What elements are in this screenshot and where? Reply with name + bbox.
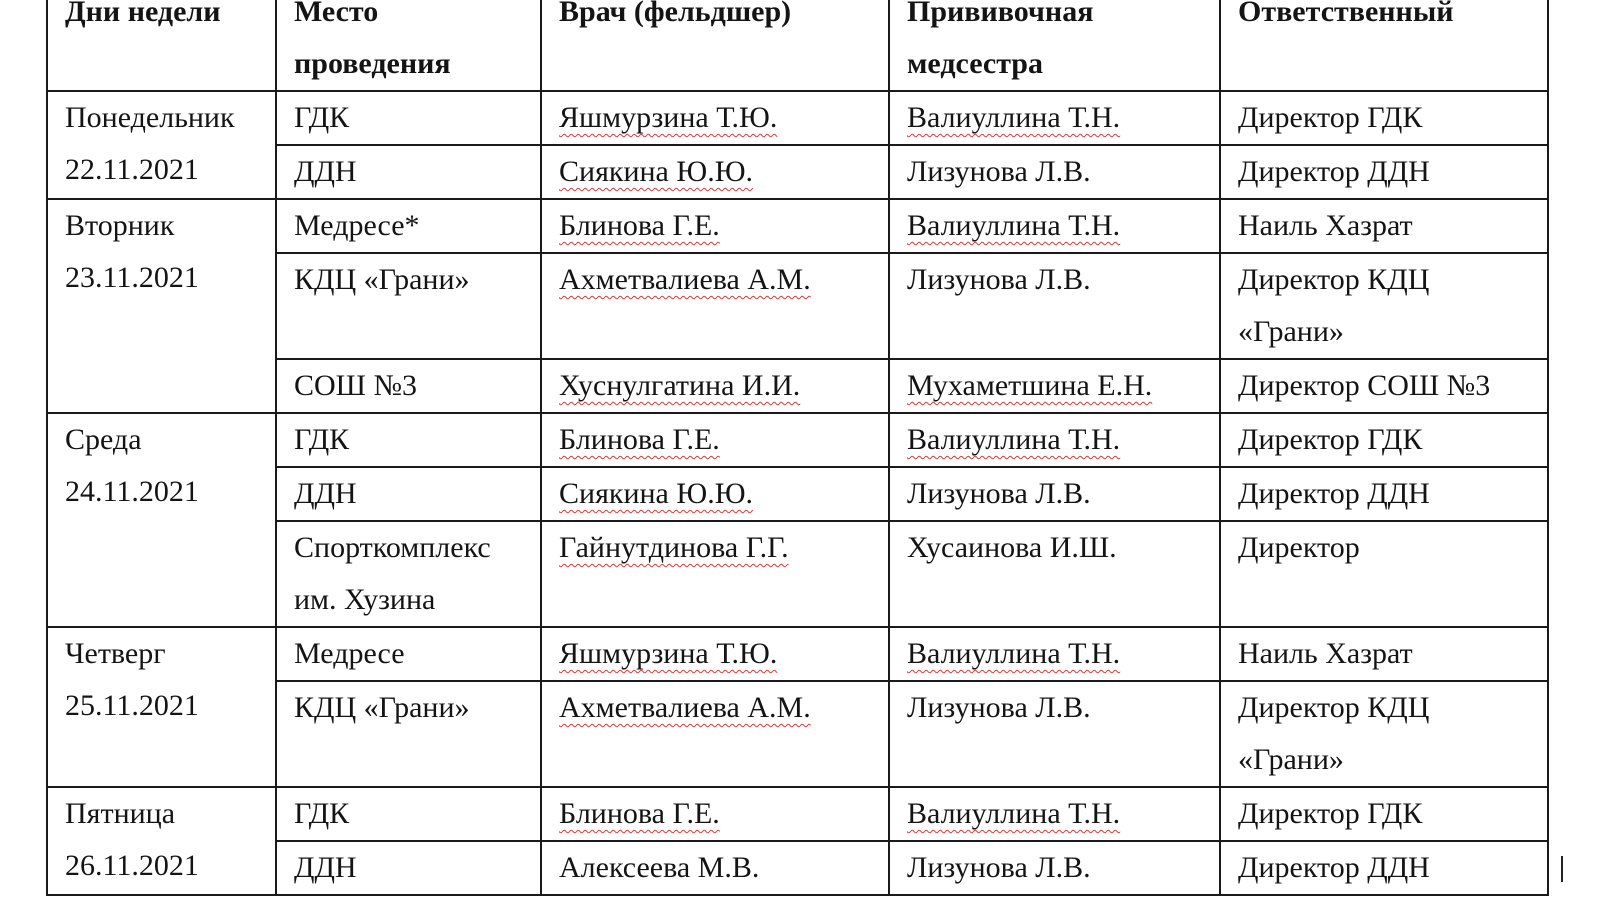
table-row: [47, 787, 1548, 841]
responsible-cell: Директор ГДК: [1220, 91, 1548, 145]
doctor-name: Блинова Г.Е.: [559, 423, 720, 456]
place-cell: ГДК: [276, 91, 541, 145]
text-cursor: [1561, 856, 1563, 882]
place-cell: ДДН: [276, 467, 541, 521]
doctor-name: Хуснулгатина И.И.: [559, 369, 801, 402]
place-cell: СОШ №3: [276, 359, 541, 413]
responsible-cell: Директор КДЦ «Грани»: [1220, 253, 1548, 359]
doctor-name: Блинова Г.Е.: [559, 797, 720, 830]
nurse-cell: Лизунова Л.В.: [889, 467, 1220, 521]
responsible-cell: Директор ДДН: [1220, 467, 1548, 521]
place-cell: ГДК: [276, 413, 541, 467]
doctor-name: Сиякина Ю.Ю.: [559, 477, 754, 510]
nurse-cell: [889, 91, 1220, 145]
responsible-cell: Директор ДДН: [1220, 841, 1548, 895]
table-header-row: [47, 0, 1548, 91]
nurse-name: Валиуллина Т.Н.: [907, 209, 1121, 242]
vaccination-schedule-table: [46, 0, 1549, 896]
doctor-cell: [541, 91, 889, 145]
doctor-name: Сиякина Ю.Ю.: [559, 155, 754, 188]
doctor-name: Яшмурзина Т.Ю.: [559, 637, 778, 670]
responsible-cell: Наиль Хазрат: [1220, 627, 1548, 681]
nurse-cell: Хусаинова И.Ш.: [889, 521, 1220, 627]
day-name: Вторник: [65, 209, 175, 242]
responsible-cell: Директор СОШ №3: [1220, 359, 1548, 413]
place-cell: ДДН: [276, 145, 541, 199]
place-cell: Спорткомплекс им. Хузина: [276, 521, 541, 627]
nurse-cell: Лизунова Л.В.: [889, 681, 1220, 787]
nurse-cell: [889, 359, 1220, 413]
nurse-name: Валиуллина Т.Н.: [907, 797, 1121, 830]
table-row: [47, 199, 1548, 253]
day-name: Среда: [65, 423, 142, 456]
day-cell: [47, 787, 276, 895]
responsible-cell: Директор: [1220, 521, 1548, 627]
doctor-cell: [541, 521, 889, 627]
header-day: Дни недели: [47, 0, 276, 91]
doctor-cell: [541, 145, 889, 199]
day-name: Четверг: [65, 637, 166, 670]
header-nurse: Прививочная медсестра: [889, 0, 1220, 91]
nurse-name: Валиуллина Т.Н.: [907, 101, 1121, 134]
responsible-cell: Директор ДДН: [1220, 145, 1548, 199]
nurse-cell: [889, 199, 1220, 253]
place-cell: КДЦ «Грани»: [276, 681, 541, 787]
nurse-cell: Лизунова Л.В.: [889, 145, 1220, 199]
day-name: Понедельник: [65, 101, 235, 134]
day-date: 24.11.2021: [65, 475, 199, 508]
doctor-cell: [541, 467, 889, 521]
day-date: 23.11.2021: [65, 261, 199, 294]
place-cell: ГДК: [276, 787, 541, 841]
doctor-name: Гайнутдинова Г.Г.: [559, 531, 789, 564]
day-cell: [47, 91, 276, 199]
doctor-cell: [541, 681, 889, 787]
nurse-cell: [889, 413, 1220, 467]
responsible-cell: Директор ГДК: [1220, 787, 1548, 841]
doctor-cell: [541, 199, 889, 253]
doctor-cell: [541, 787, 889, 841]
day-cell: [47, 199, 276, 413]
nurse-name: Мухаметшина Е.Н.: [907, 369, 1153, 402]
nurse-cell: Лизунова Л.В.: [889, 841, 1220, 895]
doctor-name: Яшмурзина Т.Ю.: [559, 101, 778, 134]
doctor-cell: [541, 413, 889, 467]
nurse-name: Валиуллина Т.Н.: [907, 637, 1121, 670]
day-cell: [47, 413, 276, 627]
day-cell: [47, 627, 276, 787]
doctor-name: Блинова Г.Е.: [559, 209, 720, 242]
nurse-name: Валиуллина Т.Н.: [907, 423, 1121, 456]
nurse-cell: Лизунова Л.В.: [889, 253, 1220, 359]
responsible-cell: Директор КДЦ «Грани»: [1220, 681, 1548, 787]
doctor-name: Ахметвалиева А.М.: [559, 691, 811, 724]
day-date: 25.11.2021: [65, 689, 199, 722]
day-date: 26.11.2021: [65, 849, 199, 882]
day-date: 22.11.2021: [65, 153, 199, 186]
table-row: [47, 91, 1548, 145]
table-row: [47, 413, 1548, 467]
table-row: [47, 627, 1548, 681]
nurse-cell: [889, 787, 1220, 841]
header-doctor: Врач (фельдшер): [541, 0, 889, 91]
header-responsible: Ответственный: [1220, 0, 1548, 91]
place-cell: Медресе*: [276, 199, 541, 253]
place-cell: КДЦ «Грани»: [276, 253, 541, 359]
doctor-cell: [541, 627, 889, 681]
responsible-cell: Директор ГДК: [1220, 413, 1548, 467]
day-name: Пятница: [65, 797, 176, 830]
place-cell: ДДН: [276, 841, 541, 895]
doctor-cell: [541, 359, 889, 413]
doctor-name: Ахметвалиева А.М.: [559, 263, 811, 296]
nurse-cell: [889, 627, 1220, 681]
doctor-cell: Алексеева М.В.: [541, 841, 889, 895]
place-cell: Медресе: [276, 627, 541, 681]
header-place: Место проведения: [276, 0, 541, 91]
responsible-cell: Наиль Хазрат: [1220, 199, 1548, 253]
doctor-cell: [541, 253, 889, 359]
